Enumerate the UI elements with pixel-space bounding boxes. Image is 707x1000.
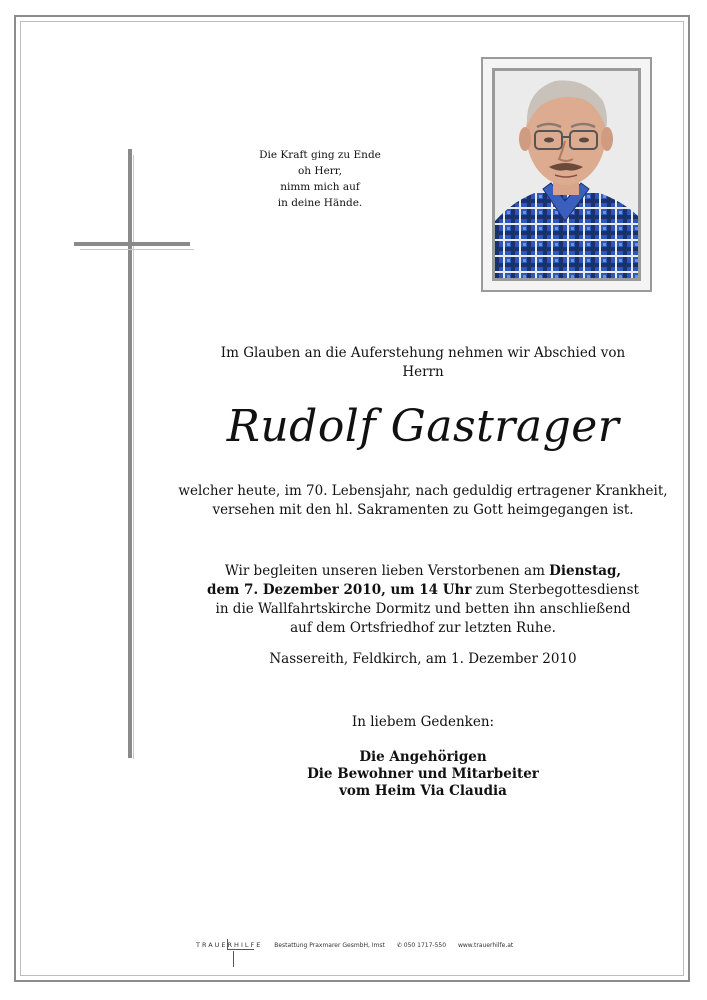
description-line: versehen mit den hl. Sakramenten zu Gott heimgegangen ist. [212, 502, 634, 518]
place-date: Nassereith, Feldkirch, am 1. Dezember 2010 [269, 651, 577, 667]
family-line: vom Heim Via Claudia [339, 783, 507, 799]
company-name: Bestattung Praxmarer GesmbH, Imst [274, 942, 385, 949]
family-line: Die Bewohner und Mitarbeiter [307, 766, 539, 782]
website-link[interactable]: www.trauerhilfe.at [457, 942, 514, 949]
footer [196, 941, 516, 949]
phone-number: ✆ 050 1717-550 [396, 942, 447, 949]
funeral-line: Wir begleiten unseren lieben Verstorbenen am Dienstag, [224, 563, 622, 579]
brand-logo: TRAUERHILFE [196, 941, 263, 949]
funeral-details [150, 562, 696, 638]
deceased-name: Rudolf Gastrager [226, 401, 620, 452]
brand-box-icon [227, 939, 254, 950]
funeral-line: dem 7. Dezember 2010, um 14 Uhr zum Sterbegottesdienst [207, 582, 639, 598]
poem-line: oh Herr, [297, 165, 342, 177]
brand-hook-icon [233, 951, 234, 967]
poem-line: nimm mich auf [280, 181, 360, 193]
description-line: welcher heute, im 70. Lebensjahr, nach geduldig ertragener Krankheit, [178, 483, 668, 499]
poem-line: in deine Hände. [277, 197, 363, 209]
intro-line: Herrn [402, 364, 444, 380]
intro-text [150, 344, 696, 382]
memory-line: In liebem Gedenken: [351, 714, 495, 730]
poem [250, 147, 390, 211]
family-line: Die Angehörigen [359, 749, 487, 765]
funeral-line: auf dem Ortsfriedhof zur letzten Ruhe. [290, 620, 556, 636]
intro-line: Im Glauben an die Auferstehung nehmen wir Abschied von [220, 345, 626, 361]
description-text [150, 482, 696, 520]
poem-line: Die Kraft ging zu Ende [259, 149, 381, 161]
family-signature [150, 749, 696, 800]
portrait-photo [492, 68, 641, 281]
portrait-frame [481, 57, 652, 292]
funeral-line: in die Wallfahrtskirche Dormitz und betten ihn anschließend [215, 601, 631, 617]
